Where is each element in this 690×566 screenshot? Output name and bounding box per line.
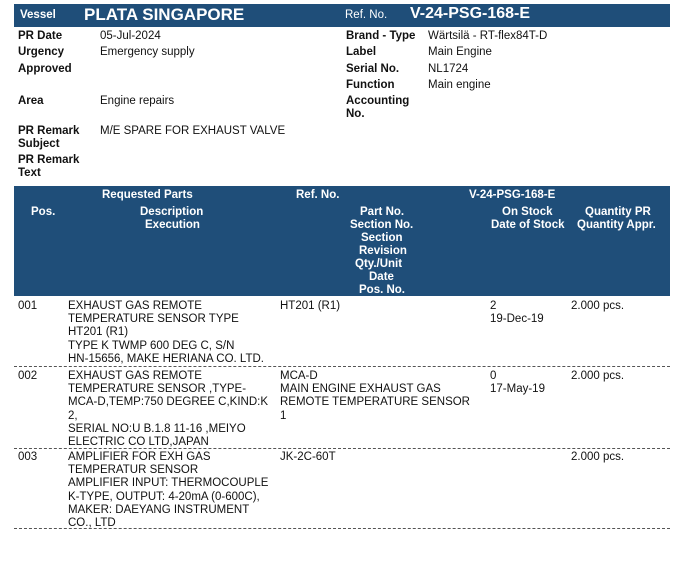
serial-label: Serial No.	[346, 63, 400, 75]
row-description	[68, 370, 268, 449]
remark-text-label-2: Text	[18, 167, 41, 179]
row-divider	[14, 448, 670, 449]
area-value: Engine repairs	[100, 95, 175, 107]
vessel-name: PLATA SINGAPORE	[84, 5, 245, 24]
table-header	[14, 186, 670, 296]
ref-label: Ref. No.	[345, 9, 388, 21]
description-line: TYPE K TWMP 600 DEG C, S/N	[68, 339, 235, 352]
stock-count: 2	[490, 300, 497, 312]
description-line: TEMPERATUR SENSOR	[68, 464, 199, 477]
description-line: TEMPERATURE SENSOR ,TYPE-	[68, 383, 247, 396]
revision-heading: Revision	[359, 245, 407, 257]
row-stock	[490, 370, 545, 396]
remark-subject-label-1: PR Remark	[18, 125, 80, 137]
row-description	[68, 300, 264, 366]
remark-subject-label-2: Subject	[18, 138, 60, 150]
urgency-value: Emergency supply	[100, 46, 195, 58]
stock-count: 0	[490, 370, 497, 382]
description-line: AMPLIFIER FOR EXH GAS	[68, 451, 211, 463]
ref-value: V-24-PSG-168-E	[410, 5, 531, 22]
quantity-pr-heading: Quantity PR	[585, 206, 651, 218]
row-part	[280, 451, 336, 464]
part-line: REMOTE TEMPERATURE SENSOR	[280, 396, 470, 409]
requested-parts-heading: Requested Parts	[102, 189, 193, 201]
description-line: HN-15656, MAKE HERIANA CO. LTD.	[68, 352, 264, 365]
title-bar	[14, 4, 670, 27]
section-heading: Section	[361, 232, 403, 244]
description-line: ELECTRIC CO LTD,JAPAN	[68, 436, 209, 449]
date-of-stock-heading: Date of Stock	[491, 219, 565, 231]
ref-no-heading-value: V-24-PSG-168-E	[469, 189, 556, 201]
date-heading: Date	[369, 271, 394, 283]
label-label: Label	[346, 46, 377, 58]
description-line: K-TYPE, OUTPUT: 4-20mA (0-600C),	[68, 490, 260, 503]
on-stock-heading: On Stock	[502, 206, 553, 218]
row-qty: 2.000 pcs.	[571, 451, 625, 463]
part-line: HT201 (R1)	[280, 300, 341, 312]
description-line: CO., LTD	[68, 517, 116, 530]
description-line: MCA-D,TEMP:750 DEGREE C,KIND:K	[68, 396, 269, 409]
row-qty: 2.000 pcs.	[571, 300, 625, 312]
section-no-heading: Section No.	[350, 219, 414, 231]
description-line: TEMPERATURE SENSOR TYPE	[68, 313, 239, 326]
row-description	[68, 451, 268, 530]
quantity-appr-heading: Quantity Appr.	[577, 219, 656, 231]
function-value: Main engine	[428, 79, 491, 91]
description-line: MAKER: DAEYANG INSTRUMENT	[68, 503, 250, 516]
execution-heading: Execution	[145, 219, 200, 231]
qty-unit-heading: Qty./Unit	[355, 258, 403, 270]
urgency-label: Urgency	[18, 46, 65, 58]
description-line: SERIAL NO:U B.1.8 11-16 ,MEIYO	[68, 422, 246, 435]
description-line: EXHAUST GAS REMOTE	[68, 300, 202, 312]
pr-date-label: PR Date	[18, 30, 63, 42]
brand-type-value: Wärtsilä - RT-flex84T-D	[428, 30, 548, 42]
approved-label: Approved	[18, 63, 72, 75]
pr-date-value: 05-Jul-2024	[100, 30, 161, 42]
part-no-heading: Part No.	[360, 206, 405, 218]
row-pos: 003	[18, 451, 38, 463]
stock-date: 19-Dec-19	[490, 313, 544, 326]
row-pos: 002	[18, 370, 38, 382]
function-label: Function	[346, 79, 395, 91]
pos-no-heading: Pos. No.	[359, 284, 406, 296]
brand-type-label: Brand - Type	[346, 30, 416, 42]
remark-text-label-1: PR Remark	[18, 154, 80, 166]
row-divider	[14, 366, 670, 367]
description-line: 2,	[68, 409, 78, 422]
row-divider	[14, 528, 670, 529]
description-line: HT201 (R1)	[68, 326, 129, 339]
row-part	[280, 300, 340, 313]
accounting-label-1: Accounting	[346, 95, 410, 107]
pos-heading: Pos.	[31, 206, 56, 218]
description-heading: Description	[140, 206, 204, 218]
serial-value: NL1724	[428, 63, 469, 75]
description-line: EXHAUST GAS REMOTE	[68, 370, 202, 382]
row-stock	[490, 300, 544, 326]
part-line: MCA-D	[280, 370, 318, 382]
stock-date: 17-May-19	[490, 383, 545, 396]
vessel-label: Vessel	[20, 9, 56, 21]
area-label: Area	[18, 95, 44, 107]
row-part	[280, 370, 470, 423]
remark-subject-value: M/E SPARE FOR EXHAUST VALVE	[100, 125, 286, 137]
description-line: AMPLIFIER INPUT: THERMOCOUPLE	[68, 477, 269, 490]
part-line: MAIN ENGINE EXHAUST GAS	[280, 383, 441, 396]
row-qty: 2.000 pcs.	[571, 370, 625, 382]
part-line: JK-2C-60T	[280, 451, 336, 463]
part-line: 1	[280, 409, 287, 422]
label-value: Main Engine	[428, 46, 492, 58]
ref-no-heading: Ref. No.	[296, 189, 340, 201]
accounting-label-2: No.	[346, 108, 365, 120]
row-pos: 001	[18, 300, 38, 312]
